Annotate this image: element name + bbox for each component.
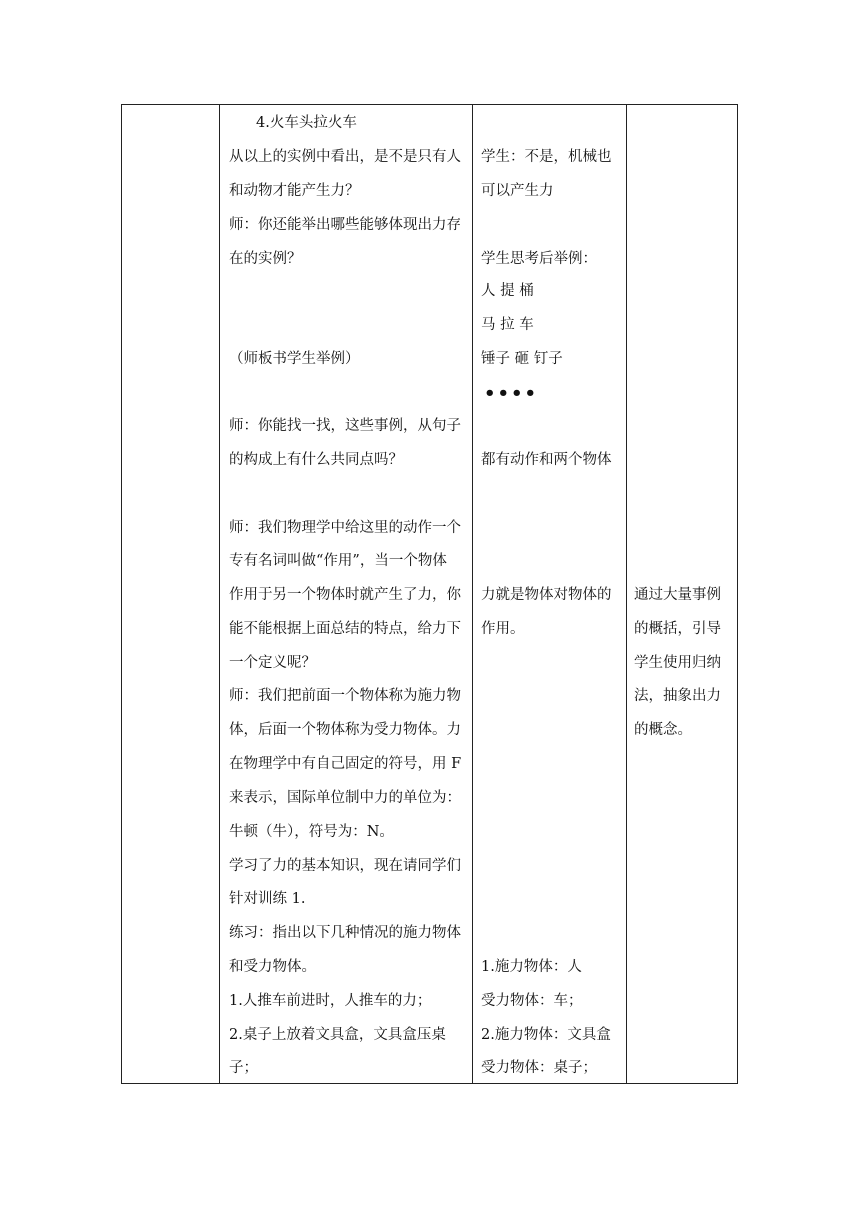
- process-line-17: 来表示，国际单位制中力的单位为：: [229, 790, 461, 806]
- process-line-4: 师：你还能举出哪些能够体现出力存: [229, 217, 461, 233]
- process-line-9: 师：我们物理学中给这里的动作一个: [229, 520, 461, 536]
- intent-line-1: 通过大量事例: [634, 587, 721, 603]
- intent-line-2: 的概括，引导: [634, 621, 721, 637]
- student-line-12: 2.施力物体：文具盒: [481, 1027, 611, 1043]
- process-line-19: 学习了力的基本知识，现在请同学们: [229, 858, 461, 874]
- student-line-4: 人 提 桶: [481, 283, 534, 299]
- process-line-15: 体，后面一个物体称为受力物体。力: [229, 722, 461, 738]
- student-line-5: 马 拉 车: [481, 317, 534, 333]
- process-line-18: 牛顿（牛），符号为：N。: [229, 824, 394, 840]
- student-line-11: 受力物体：车；: [481, 993, 583, 1009]
- process-line-21: 练习：指出以下几种情况的施力物体: [229, 925, 461, 941]
- process-line-12: 能不能根据上面总结的特点，给力下: [229, 621, 461, 637]
- student-line-2: 可以产生力: [481, 183, 554, 199]
- student-line-9: 作用。: [481, 621, 525, 637]
- process-line-8: 的构成上有什么共同点吗？: [229, 452, 403, 468]
- process-line-24: 2.桌子上放着文具盒，文具盒压桌: [229, 1027, 446, 1043]
- process-line-2: 从以上的实例中看出，是不是只有人: [229, 149, 461, 165]
- column-divider-3: [626, 105, 627, 1083]
- process-line-14: 师：我们把前面一个物体称为施力物: [229, 688, 461, 704]
- intent-line-5: 的概念。: [634, 722, 692, 738]
- process-line-3: 和动物才能产生力？: [229, 183, 360, 199]
- process-line-16: 在物理学中有自己固定的符号，用 F: [229, 756, 462, 772]
- process-line-1: 4.火车头拉火车: [256, 115, 357, 131]
- student-line-6: 锤子 砸 钉子: [481, 351, 563, 367]
- ellipsis-dots: ••••: [484, 383, 539, 404]
- process-line-13: 一个定义呢？: [229, 655, 316, 671]
- student-line-7: 都有动作和两个物体: [481, 452, 612, 468]
- student-line-3: 学生思考后举例：: [481, 251, 597, 267]
- process-line-10: 专有名词叫做“作用”，当一个物体: [229, 553, 447, 569]
- intent-line-3: 学生使用归纳: [634, 655, 721, 671]
- process-line-11: 作用于另一个物体时就产生了力，你: [229, 587, 461, 603]
- student-line-8: 力就是物体对物体的: [481, 587, 612, 603]
- process-line-20: 针对训练 1.: [229, 891, 306, 907]
- column-divider-2: [472, 105, 473, 1083]
- process-line-6: （师板书学生举例）: [229, 351, 360, 367]
- process-line-5: 在的实例？: [229, 251, 302, 267]
- intent-line-4: 法，抽象出力: [634, 688, 721, 704]
- student-line-13: 受力物体：桌子；: [481, 1060, 597, 1076]
- student-line-10: 1.施力物体：人: [481, 959, 582, 975]
- process-line-25: 子；: [229, 1060, 258, 1076]
- process-line-22: 和受力物体。: [229, 959, 316, 975]
- process-line-7: 师：你能找一找，这些事例，从句子: [229, 418, 461, 434]
- process-line-23: 1.人推车前进时，人推车的力；: [229, 993, 432, 1009]
- column-divider-1: [219, 105, 220, 1083]
- student-line-1: 学生：不是，机械也: [481, 149, 612, 165]
